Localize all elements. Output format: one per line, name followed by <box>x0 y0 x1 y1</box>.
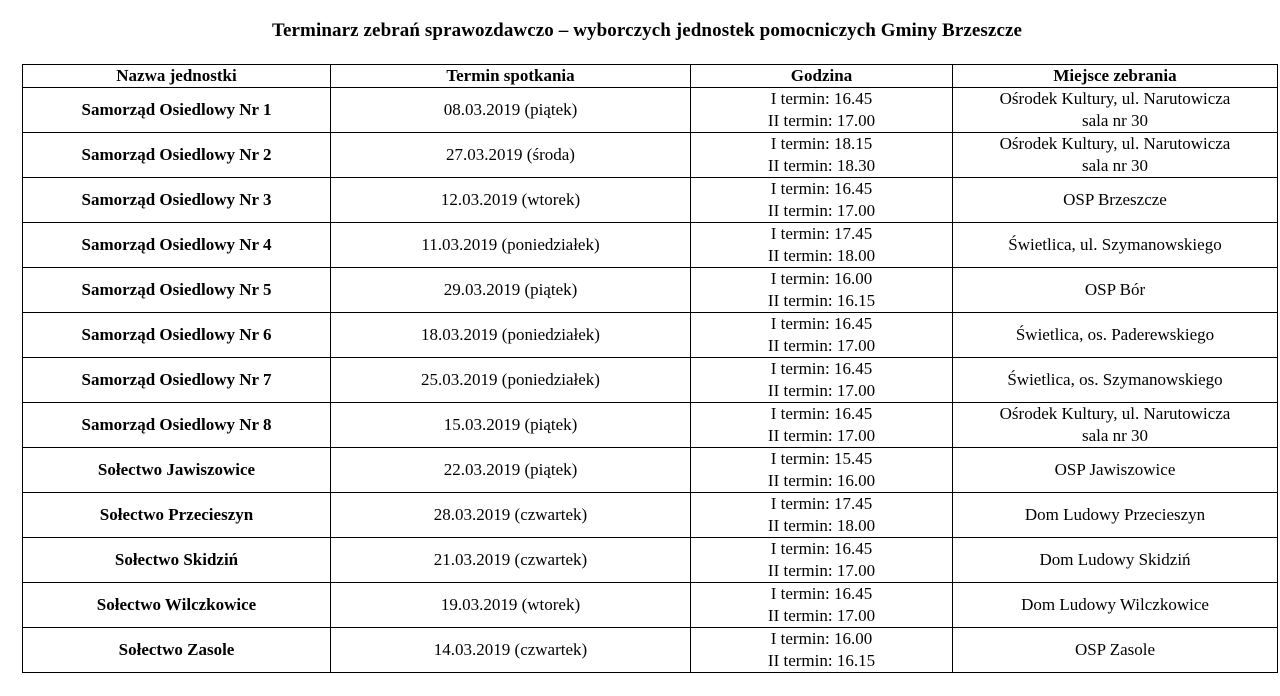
meeting-place-cell-line: sala nr 30 <box>1081 156 1149 175</box>
meeting-date-cell-line: 11.03.2019 (poniedziałek) <box>421 235 600 254</box>
meeting-place-cell-line: Dom Ludowy Skidziń <box>1039 550 1191 569</box>
meeting-place-cell-line: Ośrodek Kultury, ul. Narutowicza <box>999 404 1231 423</box>
meeting-place-cell <box>953 88 1278 133</box>
meeting-place-cell-line: sala nr 30 <box>1081 426 1149 445</box>
meeting-place-cell-line: Ośrodek Kultury, ul. Narutowicza <box>999 134 1231 153</box>
meeting-time-cell-line: II termin: 16.15 <box>767 291 876 310</box>
unit-name-cell-line: Samorząd Osiedlowy Nr 4 <box>81 235 272 254</box>
unit-name-cell-line: Samorząd Osiedlowy Nr 7 <box>81 370 272 389</box>
table-header-row <box>23 65 1278 88</box>
table-row <box>23 178 1278 223</box>
meeting-time-cell-line: II termin: 18.00 <box>767 246 876 265</box>
unit-name-cell <box>23 268 331 313</box>
meeting-time-cell-line: I termin: 15.45 <box>770 449 873 468</box>
unit-name-cell <box>23 403 331 448</box>
meeting-date-cell-line: 12.03.2019 (wtorek) <box>440 190 581 209</box>
meeting-date-cell-line: 14.03.2019 (czwartek) <box>433 640 588 659</box>
meeting-time-cell-line: I termin: 16.45 <box>770 584 873 603</box>
unit-name-cell-line: Samorząd Osiedlowy Nr 3 <box>81 190 272 209</box>
meeting-place-cell <box>953 538 1278 583</box>
meeting-place-cell-line: OSP Brzeszcze <box>1063 190 1167 209</box>
unit-name-cell-line: Sołectwo Zasole <box>118 640 235 659</box>
meeting-place-cell <box>953 358 1278 403</box>
meeting-time-cell-line: II termin: 16.15 <box>767 651 876 670</box>
table-row <box>23 133 1278 178</box>
table-row <box>23 583 1278 628</box>
meeting-place-cell-line: Świetlica, ul. Szymanowskiego <box>1008 235 1222 254</box>
meeting-place-cell-line: sala nr 30 <box>1081 111 1149 130</box>
header-time: Godzina <box>691 65 953 88</box>
meeting-date-cell <box>331 313 691 358</box>
meeting-time-cell-line: I termin: 16.45 <box>770 404 873 423</box>
meeting-time-cell-line: II termin: 17.00 <box>767 561 876 580</box>
meeting-date-cell <box>331 88 691 133</box>
table-row <box>23 628 1278 673</box>
unit-name-cell-line: Samorząd Osiedlowy Nr 5 <box>81 280 272 299</box>
meeting-place-cell-line: OSP Zasole <box>1074 640 1156 659</box>
meeting-place-cell-line: OSP Jawiszowice <box>1054 460 1176 479</box>
meeting-time-cell-line: II termin: 17.00 <box>767 201 876 220</box>
meeting-time-cell <box>691 313 953 358</box>
meeting-time-cell-line: I termin: 16.00 <box>770 629 873 648</box>
table-row <box>23 403 1278 448</box>
meeting-date-cell <box>331 268 691 313</box>
header-place: Miejsce zebrania <box>953 65 1278 88</box>
meeting-time-cell-line: I termin: 17.45 <box>770 224 873 243</box>
meeting-time-cell-line: II termin: 17.00 <box>767 426 876 445</box>
meeting-date-cell <box>331 178 691 223</box>
meeting-date-cell-line: 18.03.2019 (poniedziałek) <box>421 325 600 344</box>
meeting-date-cell <box>331 583 691 628</box>
meeting-place-cell-line: Świetlica, os. Szymanowskiego <box>1007 370 1223 389</box>
meeting-date-cell-line: 25.03.2019 (poniedziałek) <box>421 370 600 389</box>
meeting-time-cell <box>691 133 953 178</box>
unit-name-cell <box>23 88 331 133</box>
meeting-date-cell-line: 15.03.2019 (piątek) <box>443 415 578 434</box>
meeting-place-cell <box>953 223 1278 268</box>
meeting-place-cell-line: Dom Ludowy Przecieszyn <box>1024 505 1206 524</box>
unit-name-cell-line: Samorząd Osiedlowy Nr 6 <box>81 325 272 344</box>
meeting-date-cell-line: 08.03.2019 (piątek) <box>443 100 578 119</box>
unit-name-cell-line: Samorząd Osiedlowy Nr 8 <box>81 415 272 434</box>
unit-name-cell <box>23 448 331 493</box>
unit-name-cell-line: Samorząd Osiedlowy Nr 1 <box>81 100 272 119</box>
meeting-date-cell-line: 28.03.2019 (czwartek) <box>433 505 588 524</box>
meeting-time-cell-line: I termin: 16.00 <box>770 269 873 288</box>
meeting-time-cell-line: II termin: 17.00 <box>767 381 876 400</box>
meeting-place-cell <box>953 178 1278 223</box>
meeting-date-cell <box>331 448 691 493</box>
table-row <box>23 313 1278 358</box>
unit-name-cell-line: Sołectwo Jawiszowice <box>97 460 256 479</box>
meeting-place-cell-line: Świetlica, os. Paderewskiego <box>1015 325 1215 344</box>
meeting-date-cell <box>331 493 691 538</box>
unit-name-cell <box>23 628 331 673</box>
table-row <box>23 538 1278 583</box>
meeting-time-cell <box>691 403 953 448</box>
meeting-time-cell-line: I termin: 16.45 <box>770 314 873 333</box>
meeting-place-cell <box>953 133 1278 178</box>
meeting-place-cell <box>953 403 1278 448</box>
unit-name-cell-line: Sołectwo Skidziń <box>114 550 239 569</box>
meeting-place-cell <box>953 448 1278 493</box>
unit-name-cell <box>23 493 331 538</box>
meeting-date-cell <box>331 538 691 583</box>
meeting-time-cell-line: I termin: 17.45 <box>770 494 873 513</box>
table-row <box>23 493 1278 538</box>
unit-name-cell <box>23 223 331 268</box>
table-row <box>23 268 1278 313</box>
unit-name-cell <box>23 583 331 628</box>
meeting-time-cell <box>691 448 953 493</box>
meeting-time-cell-line: I termin: 16.45 <box>770 89 873 108</box>
meeting-place-cell <box>953 628 1278 673</box>
table-row <box>23 223 1278 268</box>
header-unit: Nazwa jednostki <box>23 65 331 88</box>
meeting-time-cell-line: I termin: 16.45 <box>770 359 873 378</box>
meeting-place-cell-line: OSP Bór <box>1084 280 1146 299</box>
meeting-time-cell-line: II termin: 18.30 <box>767 156 876 175</box>
meeting-place-cell <box>953 268 1278 313</box>
table-row <box>23 448 1278 493</box>
meeting-time-cell <box>691 268 953 313</box>
meeting-time-cell-line: I termin: 18.15 <box>770 134 873 153</box>
unit-name-cell <box>23 133 331 178</box>
meeting-date-cell <box>331 358 691 403</box>
meeting-place-cell-line: Ośrodek Kultury, ul. Narutowicza <box>999 89 1231 108</box>
meeting-date-cell <box>331 223 691 268</box>
meeting-date-cell-line: 27.03.2019 (środa) <box>446 145 575 164</box>
meeting-date-cell <box>331 403 691 448</box>
meeting-place-cell-line: Dom Ludowy Wilczkowice <box>1021 595 1209 614</box>
unit-name-cell-line: Sołectwo Przecieszyn <box>99 505 254 524</box>
meeting-time-cell <box>691 538 953 583</box>
unit-name-cell <box>23 358 331 403</box>
meeting-place-cell <box>953 493 1278 538</box>
meeting-time-cell <box>691 628 953 673</box>
unit-name-cell-line: Sołectwo Wilczkowice <box>96 595 257 614</box>
meeting-time-cell <box>691 358 953 403</box>
unit-name-cell <box>23 538 331 583</box>
meeting-date-cell <box>331 133 691 178</box>
meeting-place-cell <box>953 583 1278 628</box>
meeting-time-cell-line: II termin: 16.00 <box>767 471 876 490</box>
meeting-time-cell <box>691 223 953 268</box>
meeting-time-cell-line: I termin: 16.45 <box>770 539 873 558</box>
meeting-time-cell-line: II termin: 18.00 <box>767 516 876 535</box>
meeting-time-cell <box>691 88 953 133</box>
meeting-date-cell-line: 21.03.2019 (czwartek) <box>433 550 588 569</box>
document-title: Terminarz zebrań sprawozdawczo – wyborczych jednostek pomocniczych Gminy Brzeszcze <box>271 20 1023 41</box>
unit-name-cell <box>23 313 331 358</box>
meeting-time-cell-line: II termin: 17.00 <box>767 111 876 130</box>
meeting-time-cell-line: I termin: 16.45 <box>770 179 873 198</box>
table-row <box>23 88 1278 133</box>
unit-name-cell-line: Samorząd Osiedlowy Nr 2 <box>81 145 272 164</box>
meeting-time-cell-line: II termin: 17.00 <box>767 606 876 625</box>
meeting-place-cell <box>953 313 1278 358</box>
meeting-date-cell <box>331 628 691 673</box>
meeting-date-cell-line: 19.03.2019 (wtorek) <box>440 595 581 614</box>
meeting-time-cell-line: II termin: 17.00 <box>767 336 876 355</box>
table-row <box>23 358 1278 403</box>
meetings-table <box>22 64 1278 673</box>
meeting-time-cell <box>691 178 953 223</box>
meeting-date-cell-line: 29.03.2019 (piątek) <box>443 280 578 299</box>
header-date: Termin spotkania <box>331 65 691 88</box>
meeting-time-cell <box>691 493 953 538</box>
unit-name-cell <box>23 178 331 223</box>
meeting-date-cell-line: 22.03.2019 (piątek) <box>443 460 578 479</box>
meeting-time-cell <box>691 583 953 628</box>
